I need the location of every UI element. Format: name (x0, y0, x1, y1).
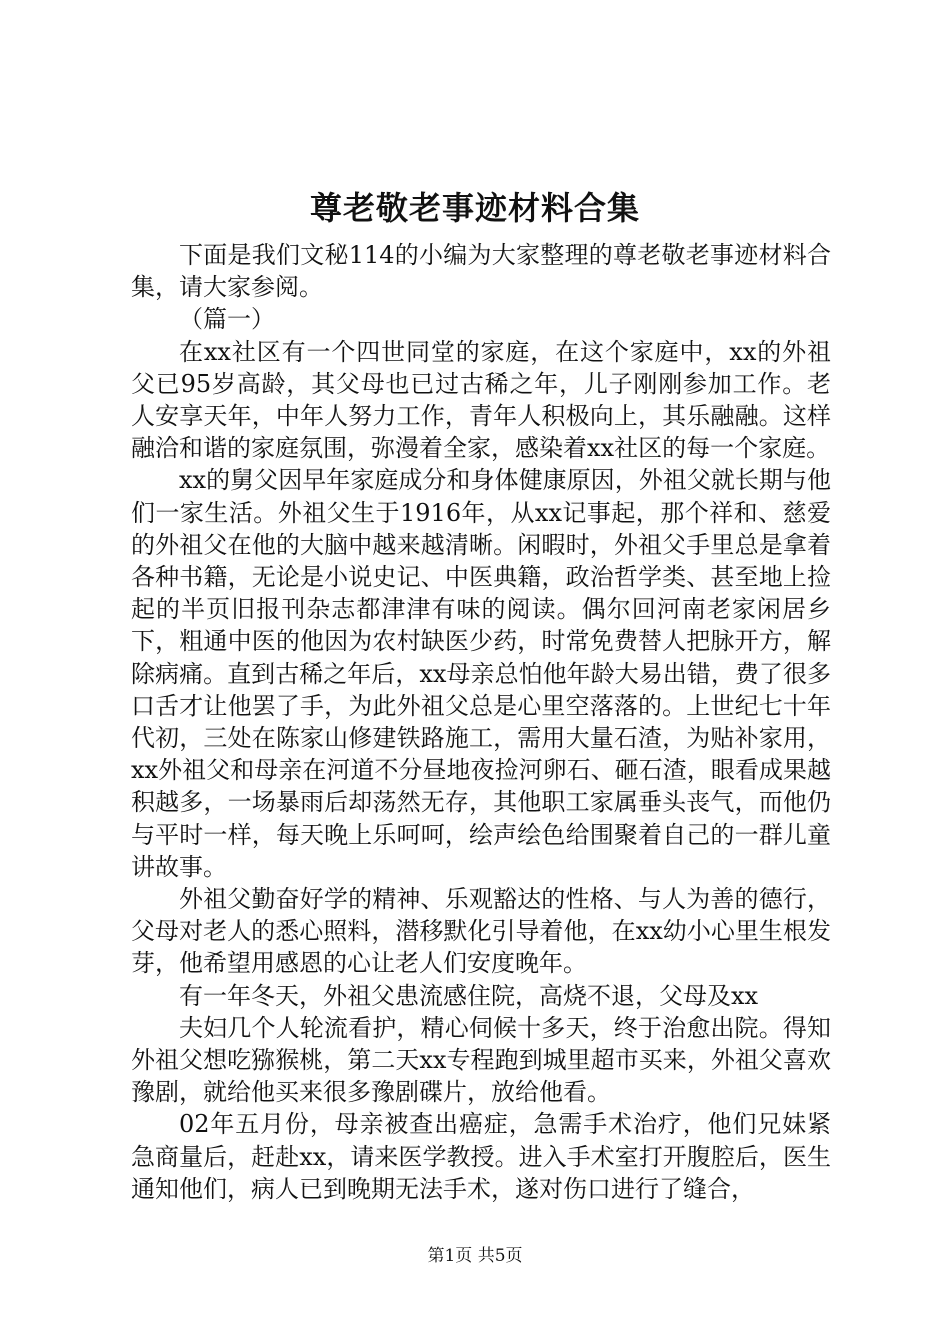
paragraph: 有一年冬天，外祖父患流感住院，高烧不退，父母及xx (179, 981, 759, 1010)
paragraph: xx的舅父因早年家庭成分和身体健康原因，外祖父就长期与他们一家生活。外祖父生于1916年，从xx记事起，那个祥和、慈爱的外祖父在他的大脑中越来越清晰。闲暇时，外祖父手里总是拿着各种书籍，无论是小说史记、中医典籍，政治哲学类、甚至地上捡起的半页旧报刊杂志都津津有味的阅读。偶尔回河南老家闲居乡下，粗通中医的他因为农村缺医少药，时常免费替人把脉开方，解除病痛。直到古稀之年后，xx母亲总怕他年龄大易出错，费了很多口舌才让他罢了手，为此外祖父总是心里空落落的。上世纪七十年代初，三处在陈家山修建铁路施工，需用大量石渣，为贴补家用，xx外祖父和母亲在河道不分昼地夜捡河卵石、砸石渣，眼看成果越积越多，一场暴雨后却荡然无存，其他职工家属垂头丧气，而他仍与平时一样，每天晚上乐呵呵，绘声绘色给围聚着自己的一群儿童讲故事。 (131, 466, 831, 881)
document-title: 尊老敬老事迹材料合集 (309, 189, 640, 227)
paragraph: 02年五月份，母亲被查出癌症，急需手术治疗，他们兄妹紧急商量后，赶赴xx，请来医学教授。进入手术室打开腹腔后，医生通知他们，病人已到晚期无法手术，遂对伤口进行了缝合， (131, 1110, 831, 1203)
paragraph: 在xx社区有一个四世同堂的家庭，在这个家庭中，xx的外祖父已95岁高龄，其父母也已过古稀之年，儿子刚刚参加工作。老人安享天年，中年人努力工作，青年人积极向上，其乐融融。这样融洽和谐的家庭氛围，弥漫着全家，感染着xx社区的每一个家庭。 (131, 337, 831, 463)
document-body (131, 239, 831, 1205)
page-footer: 第1页 共5页 (427, 1246, 523, 1266)
paragraph: 外祖父勤奋好学的精神、乐观豁达的性格、与人为善的德行，父母对老人的悉心照料，潜移默化引导着他，在xx幼小心里生根发芽，他希望用感恩的心让老人们安度晚年。 (131, 885, 831, 978)
paragraph-intro: 下面是我们文秘114的小编为大家整理的尊老敬老事迹材料合集，请大家参阅。 (131, 241, 831, 302)
paragraph-section-heading: （篇一） (179, 305, 275, 334)
paragraph: 夫妇几个人轮流看护，精心伺候十多天，终于治愈出院。得知外祖父想吃猕猴桃，第二天xx专程跑到城里超市买来，外祖父喜欢豫剧，就给他买来很多豫剧碟片，放给他看。 (131, 1013, 831, 1107)
